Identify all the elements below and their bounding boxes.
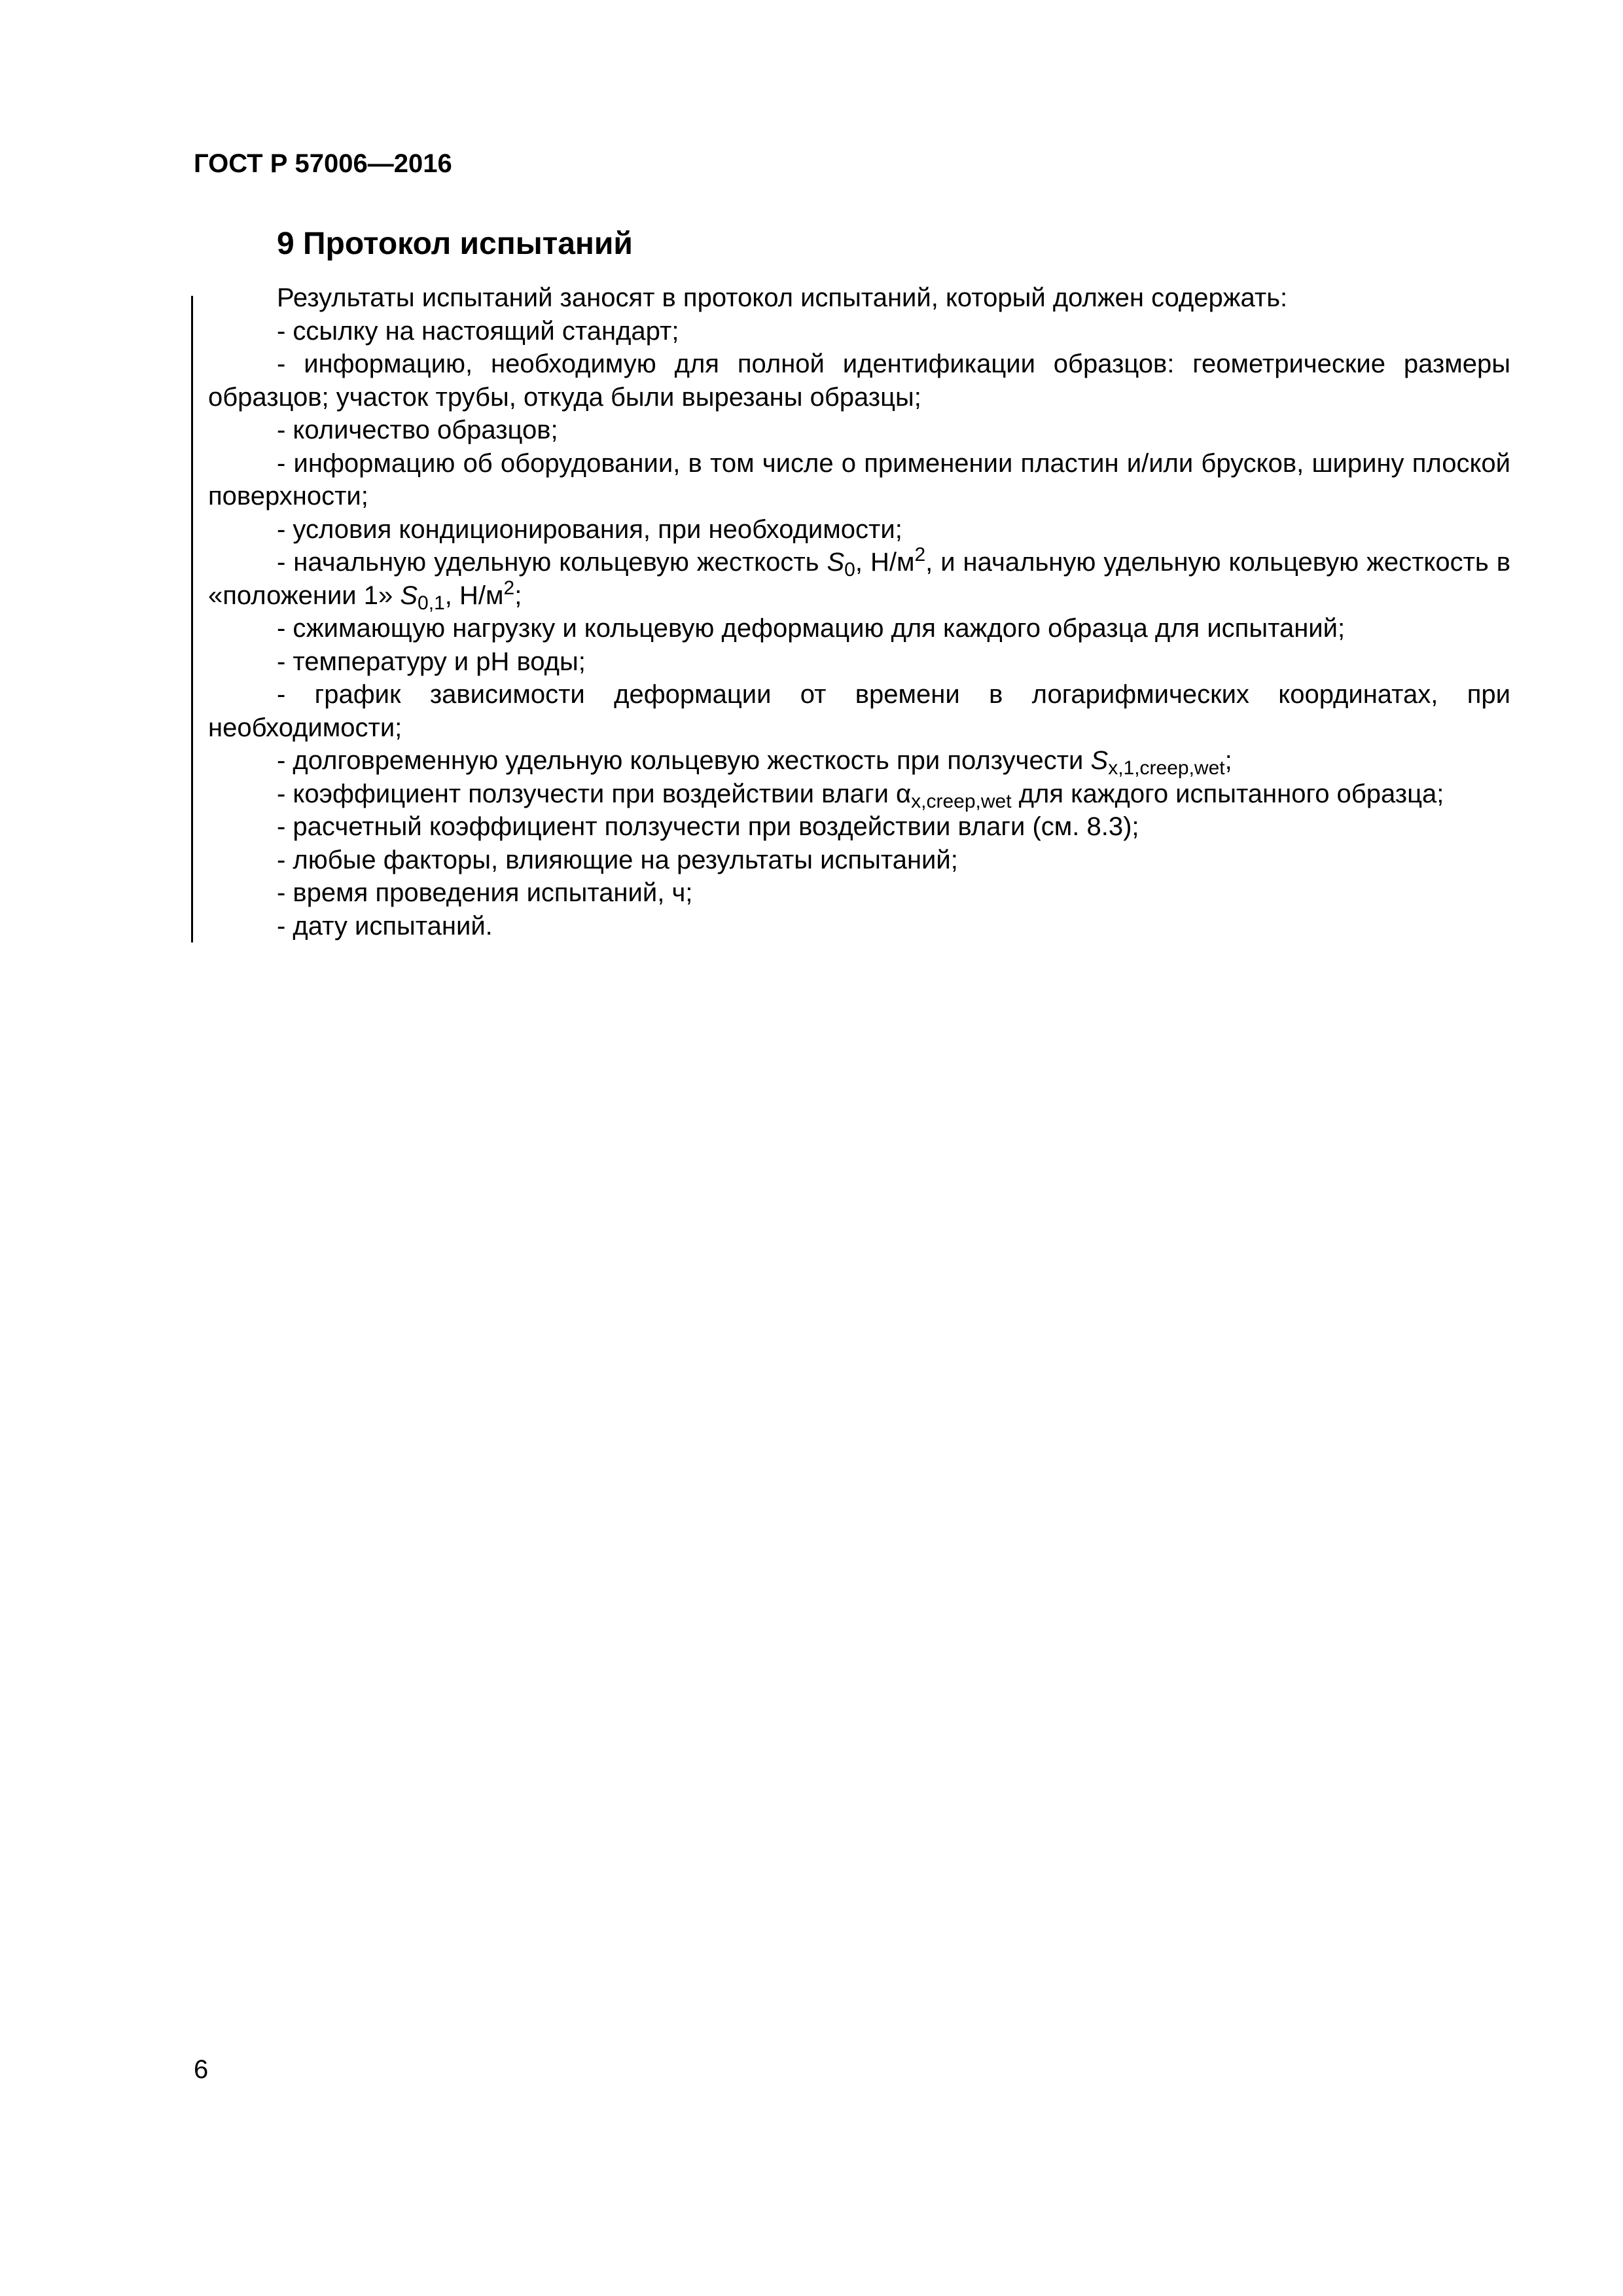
list-item xyxy=(208,778,1510,811)
item-text: , Н/м xyxy=(444,581,504,610)
symbol-s0: S xyxy=(827,548,845,577)
list-item: - дату испытаний. xyxy=(277,911,493,941)
list-item: - график зависимости деформации от времени в логарифмических координатах, при необходимости; xyxy=(208,680,1510,742)
subscript: x,1,creep,wet xyxy=(1108,757,1225,779)
superscript: 2 xyxy=(503,577,515,599)
symbol-s01: S xyxy=(400,581,418,610)
symbol-alpha: α xyxy=(896,779,912,808)
list-item: - температуру и pH воды; xyxy=(277,647,586,676)
list-item: - любые факторы, влияющие на результаты испытаний; xyxy=(277,845,958,874)
intro-paragraph: Результаты испытаний заносят в протокол испытаний, который должен содержать: xyxy=(277,283,1288,312)
item-text: , и начальную удельную кольцевую жесткость в «положении 1» xyxy=(208,548,1510,610)
subscript: 0,1 xyxy=(418,592,445,614)
superscript: 2 xyxy=(914,544,926,565)
list-item: - время проведения испытаний, ч; xyxy=(277,878,693,907)
list-item: - условия кондиционирования, при необходимости; xyxy=(277,514,902,544)
list-item: - информацию, необходимую для полной идентификации образцов: геометрические размеры образцов; участок трубы, откуда были вырезаны образцы; xyxy=(208,350,1510,412)
item-text: ; xyxy=(514,581,522,610)
item-text: - начальную удельную кольцевую жесткость xyxy=(277,548,827,577)
item-text: для каждого испытанного образца; xyxy=(1011,779,1444,808)
item-text: - коэффициент ползучести при воздействии влаги xyxy=(277,779,897,808)
section-body xyxy=(208,281,1510,942)
document-code: ГОСТ Р 57006—2016 xyxy=(194,149,452,178)
item-text: , Н/м xyxy=(855,548,915,577)
item-text: ; xyxy=(1224,746,1232,775)
list-item: - расчетный коэффициент ползучести при воздействии влаги (см. 8.3); xyxy=(277,812,1139,841)
subscript: x,creep,wet xyxy=(911,790,1012,812)
change-bar xyxy=(191,296,193,942)
section-title: 9 Протокол испытаний xyxy=(277,226,633,261)
list-item: - сжимающую нагрузку и кольцевую деформацию для каждого образца для испытаний; xyxy=(277,614,1346,643)
list-item xyxy=(208,546,1510,612)
subscript: 0 xyxy=(844,559,855,581)
list-item: - ссылку на настоящий стандарт; xyxy=(277,316,679,346)
list-item xyxy=(208,744,1510,778)
list-item: - информацию об оборудовании, в том числе о применении пластин и/или брусков, ширину плоской поверхности; xyxy=(208,448,1510,511)
symbol-sx1: S xyxy=(1090,746,1109,775)
item-text: - долговременную удельную кольцевую жесткость при ползучести xyxy=(277,746,1091,775)
page-number: 6 xyxy=(194,2055,209,2084)
list-item: - количество образцов; xyxy=(277,416,558,444)
